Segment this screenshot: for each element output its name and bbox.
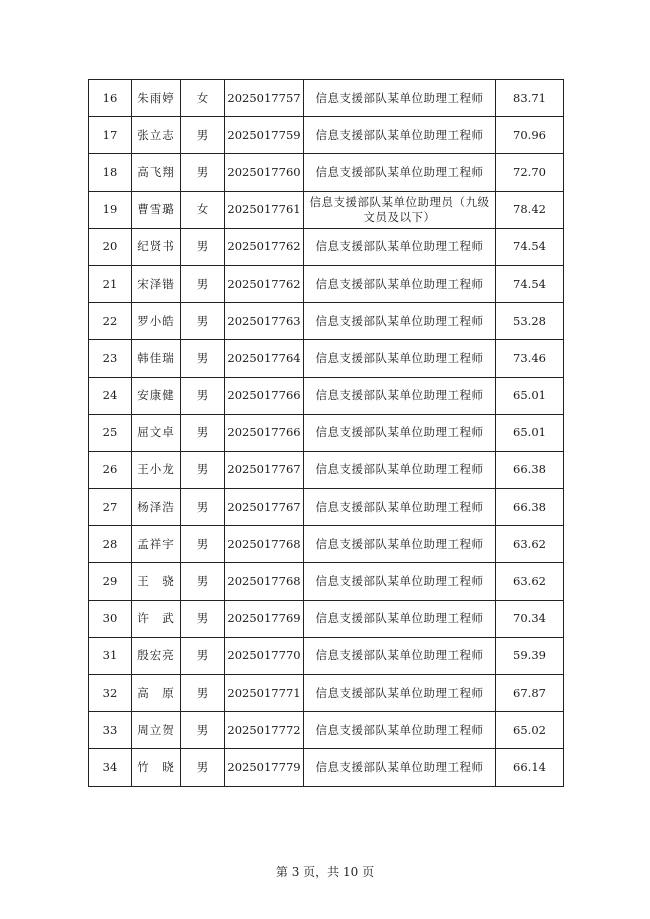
candidate-score: 63.62 [496, 526, 564, 563]
candidate-gender: 男 [181, 340, 225, 377]
candidate-name: 纪贤书 [132, 228, 181, 265]
candidate-score: 63.62 [496, 563, 564, 600]
table-row [89, 637, 564, 674]
row-number: 25 [89, 414, 132, 451]
candidate-gender: 男 [181, 303, 225, 340]
candidate-score: 67.87 [496, 675, 564, 712]
candidate-score: 78.42 [496, 191, 564, 228]
candidate-name: 周立贺 [132, 712, 181, 749]
table-row [89, 600, 564, 637]
applied-position: 信息支援部队某单位助理工程师 [304, 563, 496, 600]
applied-position: 信息支援部队某单位助理工程师 [304, 712, 496, 749]
candidate-id: 2025017772 [225, 712, 304, 749]
table-row [89, 191, 564, 228]
applied-position: 信息支援部队某单位助理工程师 [304, 117, 496, 154]
candidate-gender: 男 [181, 712, 225, 749]
candidate-id: 2025017760 [225, 154, 304, 191]
candidate-id: 2025017763 [225, 303, 304, 340]
candidate-score: 83.71 [496, 80, 564, 117]
table-row [89, 377, 564, 414]
table-row [89, 340, 564, 377]
candidate-score: 66.38 [496, 451, 564, 488]
candidate-id: 2025017771 [225, 675, 304, 712]
candidate-id: 2025017779 [225, 749, 304, 786]
applied-position: 信息支援部队某单位助理工程师 [304, 154, 496, 191]
candidate-gender: 男 [181, 749, 225, 786]
candidate-gender: 男 [181, 117, 225, 154]
row-number: 32 [89, 675, 132, 712]
table-row [89, 228, 564, 265]
applied-position: 信息支援部队某单位助理工程师 [304, 303, 496, 340]
candidate-id: 2025017762 [225, 265, 304, 302]
candidate-gender: 男 [181, 489, 225, 526]
row-number: 19 [89, 191, 132, 228]
candidate-name: 许 武 [132, 600, 181, 637]
table-row [89, 749, 564, 786]
row-number: 33 [89, 712, 132, 749]
candidate-gender: 男 [181, 265, 225, 302]
row-number: 16 [89, 80, 132, 117]
applied-position: 信息支援部队某单位助理工程师 [304, 265, 496, 302]
applied-position: 信息支援部队某单位助理工程师 [304, 526, 496, 563]
candidate-id: 2025017759 [225, 117, 304, 154]
candidate-gender: 男 [181, 377, 225, 414]
candidate-gender: 男 [181, 563, 225, 600]
candidate-id: 2025017768 [225, 563, 304, 600]
candidate-gender: 男 [181, 675, 225, 712]
applied-position: 信息支援部队某单位助理工程师 [304, 377, 496, 414]
candidate-score: 70.96 [496, 117, 564, 154]
results-table [88, 79, 564, 787]
candidate-name: 朱雨婷 [132, 80, 181, 117]
applied-position: 信息支援部队某单位助理工程师 [304, 600, 496, 637]
candidate-gender: 男 [181, 154, 225, 191]
candidate-name: 竹 晓 [132, 749, 181, 786]
candidate-id: 2025017761 [225, 191, 304, 228]
table-row [89, 80, 564, 117]
table-row [89, 303, 564, 340]
candidate-id: 2025017767 [225, 451, 304, 488]
row-number: 30 [89, 600, 132, 637]
table-row [89, 675, 564, 712]
page-footer: 第 3 页，共 10 页 [275, 865, 375, 879]
candidate-name: 安康健 [132, 377, 181, 414]
table-row [89, 451, 564, 488]
candidate-name: 高飞翔 [132, 154, 181, 191]
row-number: 24 [89, 377, 132, 414]
candidate-id: 2025017769 [225, 600, 304, 637]
candidate-name: 王 骁 [132, 563, 181, 600]
candidate-score: 73.46 [496, 340, 564, 377]
candidate-name: 殷宏亮 [132, 637, 181, 674]
candidate-id: 2025017764 [225, 340, 304, 377]
row-number: 28 [89, 526, 132, 563]
row-number: 21 [89, 265, 132, 302]
row-number: 20 [89, 228, 132, 265]
table-row [89, 712, 564, 749]
candidate-name: 高 原 [132, 675, 181, 712]
candidate-name: 屈文卓 [132, 414, 181, 451]
row-number: 26 [89, 451, 132, 488]
applied-position: 信息支援部队某单位助理工程师 [304, 749, 496, 786]
candidate-score: 53.28 [496, 303, 564, 340]
table-row [89, 489, 564, 526]
candidate-id: 2025017766 [225, 414, 304, 451]
candidate-id: 2025017766 [225, 377, 304, 414]
candidate-score: 74.54 [496, 265, 564, 302]
results-table-body [89, 80, 564, 787]
candidate-name: 王小龙 [132, 451, 181, 488]
candidate-gender: 女 [181, 191, 225, 228]
table-row [89, 265, 564, 302]
row-number: 31 [89, 637, 132, 674]
candidate-gender: 男 [181, 451, 225, 488]
candidate-name: 杨泽浩 [132, 489, 181, 526]
applied-position: 信息支援部队某单位助理工程师 [304, 451, 496, 488]
candidate-score: 66.38 [496, 489, 564, 526]
table-row [89, 414, 564, 451]
candidate-score: 74.54 [496, 228, 564, 265]
candidate-score: 59.39 [496, 637, 564, 674]
candidate-id: 2025017762 [225, 228, 304, 265]
row-number: 17 [89, 117, 132, 154]
row-number: 22 [89, 303, 132, 340]
applied-position: 信息支援部队某单位助理工程师 [304, 414, 496, 451]
candidate-gender: 女 [181, 80, 225, 117]
candidate-id: 2025017770 [225, 637, 304, 674]
candidate-id: 2025017757 [225, 80, 304, 117]
row-number: 27 [89, 489, 132, 526]
row-number: 34 [89, 749, 132, 786]
applied-position: 信息支援部队某单位助理工程师 [304, 637, 496, 674]
candidate-score: 70.34 [496, 600, 564, 637]
candidate-gender: 男 [181, 637, 225, 674]
candidate-score: 65.02 [496, 712, 564, 749]
candidate-name: 张立志 [132, 117, 181, 154]
applied-position: 信息支援部队某单位助理工程师 [304, 80, 496, 117]
row-number: 23 [89, 340, 132, 377]
candidate-id: 2025017767 [225, 489, 304, 526]
applied-position: 信息支援部队某单位助理工程师 [304, 489, 496, 526]
row-number: 29 [89, 563, 132, 600]
applied-position: 信息支援部队某单位助理工程师 [304, 675, 496, 712]
candidate-score: 66.14 [496, 749, 564, 786]
candidate-name: 韩佳瑞 [132, 340, 181, 377]
table-row [89, 563, 564, 600]
candidate-name: 罗小皓 [132, 303, 181, 340]
table-row [89, 154, 564, 191]
candidate-gender: 男 [181, 526, 225, 563]
candidate-score: 65.01 [496, 377, 564, 414]
candidate-name: 孟祥宇 [132, 526, 181, 563]
candidate-gender: 男 [181, 228, 225, 265]
table-row [89, 117, 564, 154]
candidate-gender: 男 [181, 600, 225, 637]
candidate-score: 72.70 [496, 154, 564, 191]
candidate-gender: 男 [181, 414, 225, 451]
table-row [89, 526, 564, 563]
candidate-score: 65.01 [496, 414, 564, 451]
candidate-name: 宋泽锴 [132, 265, 181, 302]
applied-position: 信息支援部队某单位助理工程师 [304, 340, 496, 377]
candidate-name: 曹雪璐 [132, 191, 181, 228]
applied-position: 信息支援部队某单位助理员（九级文员及以下） [304, 191, 496, 228]
candidate-id: 2025017768 [225, 526, 304, 563]
applied-position: 信息支援部队某单位助理工程师 [304, 228, 496, 265]
row-number: 18 [89, 154, 132, 191]
